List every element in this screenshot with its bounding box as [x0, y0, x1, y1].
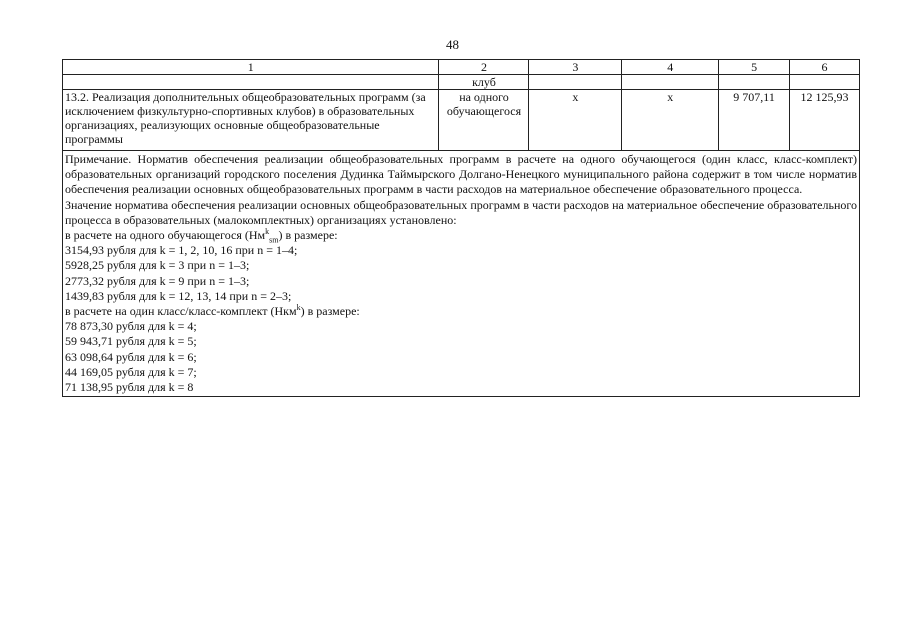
- table-row: [63, 90, 860, 151]
- list-item: 78 873,30 рубля для k = 4;: [65, 319, 197, 334]
- list-item: 71 138,95 рубля для k = 8: [65, 380, 194, 395]
- club-row: [63, 75, 860, 90]
- club-unit-cell: клуб: [439, 75, 529, 90]
- column-header-2: 2: [439, 60, 529, 75]
- column-number-row: [63, 60, 860, 75]
- note-row: [63, 151, 860, 397]
- page-number: 48: [446, 37, 459, 52]
- list-item: 44 169,05 рубля для k = 7;: [65, 364, 197, 379]
- row-13-2-name: 13.2. Реализация дополнительных общеобразовательных программ (за исключением физкультурно-спортивных клубов) в образовательных организациях, реализующих основные общеобразовательные программы: [63, 90, 439, 151]
- row-13-2-unit: на одного обучающегося: [439, 90, 529, 151]
- club-row-col3: [529, 75, 622, 90]
- per-class-heading: в расчете на один класс/класс-комплект (Нкм$^k$) в размере:: [65, 303, 360, 319]
- column-header-1: 1: [63, 60, 439, 75]
- list-item: 5928,25 рубля для k = 3 при n = 1–3;: [65, 258, 250, 273]
- club-row-col5: [719, 75, 790, 90]
- row-13-2-col4: х: [622, 90, 719, 151]
- list-item: 3154,93 рубля для k = 1, 2, 10, 16 при n = 1–4;: [65, 243, 298, 258]
- list-item: 59 943,71 рубля для k = 5;: [65, 334, 197, 349]
- norms-table: [62, 59, 860, 397]
- row-13-2-col5: 9 707,11: [719, 90, 790, 151]
- column-header-5: 5: [719, 60, 790, 75]
- note-paragraph-1: Примечание. Норматив обеспечения реализации общеобразовательных программ в расчете на одного обучающегося (один класс, класс-комплект) образовательных организаций городского поселения Дудинка Таймырского Долгано-Ненецкого муниципального района содержит в том числе норматив обеспечения реализации основных общеобразовательных программ в части расходов на материальное обеспечение образовательного процесса.: [65, 152, 857, 197]
- per-student-heading: в расчете на одного обучающегося $(Нм^k_{sm})$ в размере:: [65, 227, 338, 245]
- club-row-col6: [790, 75, 860, 90]
- list-item: 1439,83 рубля для k = 12, 13, 14 при n = 2–3;: [65, 288, 292, 303]
- note-cell: [63, 151, 860, 397]
- club-row-col4: [622, 75, 719, 90]
- row-13-2-col6: 12 125,93: [790, 90, 860, 151]
- column-header-4: 4: [622, 60, 719, 75]
- club-row-col1: [63, 75, 439, 90]
- list-item: 63 098,64 рубля для k = 6;: [65, 349, 197, 364]
- column-header-3: 3: [529, 60, 622, 75]
- column-header-6: 6: [790, 60, 860, 75]
- row-13-2-col3: х: [529, 90, 622, 151]
- list-item: 2773,32 рубля для k = 9 при n = 1–3;: [65, 273, 250, 288]
- note-paragraph-2: Значение норматива обеспечения реализации основных общеобразовательных программ в части расходов на материальное обеспечение образовательного процесса в образовательных (малокомплектных) организациях установлено:: [65, 197, 857, 227]
